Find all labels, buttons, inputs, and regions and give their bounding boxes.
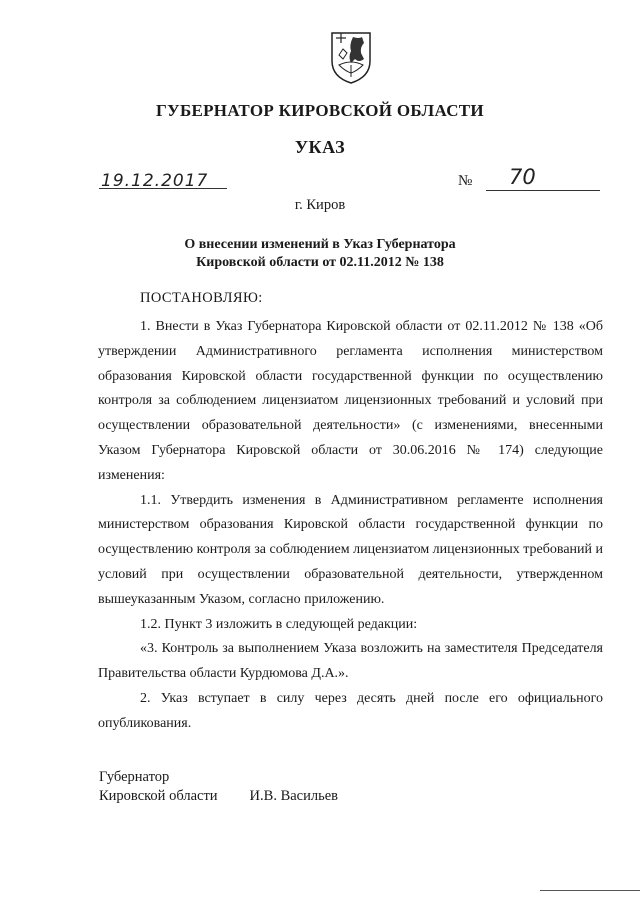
document-type: УКАЗ <box>294 137 346 157</box>
paragraph-1-1: 1.1. Утвердить изменения в Административном регламенте исполнения министерством образования Кировской области государственной функции по осуществлению контроля за соблюдением лицензиатом лицензионных требований и условий при осуществлении образовательной деятельности, утвержденном вышеуказанным Указом, согласно приложению. <box>98 492 603 607</box>
subject-line-2: Кировской области от 02.11.2012 № 138 <box>196 255 444 270</box>
issuer-title: ГУБЕРНАТОР КИРОВСКОЙ ОБЛАСТИ <box>156 101 484 120</box>
footer-rule <box>540 890 640 891</box>
paragraph-1-2-quote: «3. Контроль за выполнением Указа возложить на заместителя Председателя Правительства области Курдюмова Д.А.». <box>98 641 603 682</box>
decree-number: 70 <box>509 165 536 189</box>
decree-subject <box>120 236 520 272</box>
decree-body <box>98 315 603 737</box>
paragraph-2: 2. Указ вступает в силу через десять дней после его официального опубликования. <box>98 690 603 731</box>
city: г. Киров <box>294 197 346 213</box>
decree-word: ПОСТАНОВЛЯЮ: <box>140 290 263 306</box>
coat-of-arms-icon <box>329 29 373 85</box>
paragraph-1-2: 1.2. Пункт 3 изложить в следующей редакции: <box>140 616 418 632</box>
decree-date: 19.12.2017 <box>101 171 209 191</box>
number-underline <box>486 190 600 191</box>
signatory-name: И.В. Васильев <box>249 788 338 804</box>
signatory-title-1: Губернатор <box>99 769 170 785</box>
signature-block <box>99 768 338 806</box>
signatory-title-2-text: Кировской области <box>99 788 218 804</box>
paragraph-1: 1. Внести в Указ Губернатора Кировской области от 02.11.2012 № 138 «Об утверждении Административного регламента исполнения министерством образования Кировской области государственной функции по осуществлению контроля за соблюдением лицензиатом лицензионных требований и условий при осуществлении образовательной деятельности» (с изменениями, внесенными Указом Губернатора Кировской области от 30.06.2016 № 174) следующие изменения: <box>98 319 603 483</box>
number-label: № <box>458 173 473 189</box>
date-underline <box>99 188 227 189</box>
signatory-title-2 <box>99 787 338 806</box>
subject-line-1: О внесении изменений в Указ Губернатора <box>184 237 456 252</box>
